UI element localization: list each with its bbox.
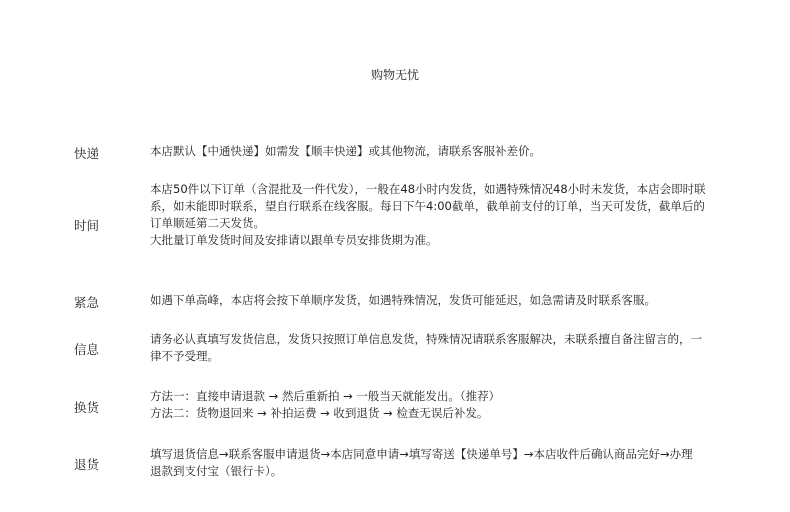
section-label-urgent: 紧急 <box>74 295 100 310</box>
section-line: 大批量订单发货时间及安排请以跟单专员安排货期为准。 <box>150 233 438 247</box>
section-label-return: 退货 <box>74 457 100 472</box>
section-line: 请务必认真填写发货信息，发货只按照订单信息发货，特殊情况请联系客服解决，未联系擅自备注留言的，一 <box>150 332 702 346</box>
section-body-urgent <box>150 292 750 309</box>
section-label-info: 信息 <box>74 342 100 357</box>
section-line: 填写退货信息→联系客服申请退货→本店同意申请→填写寄送【快递单号】→本店收件后确认商品完好→办理 <box>150 447 693 461</box>
section-body-return <box>150 446 750 480</box>
section-line: 方法二：货物退回来 → 补拍运费 → 收到退货 → 检查无误后补发。 <box>150 406 489 420</box>
section-body-info <box>150 331 750 365</box>
page-title: 购物无忧 <box>370 68 419 82</box>
section-line: 系，如未能即时联系，望自行联系在线客服。每日下午4:00截单，截单前支付的订单，当天可发货，截单后的 <box>150 199 705 213</box>
section-line: 退款到支付宝（银行卡）。 <box>150 464 283 478</box>
section-line: 本店默认【中通快递】如需发【顺丰快递】或其他物流，请联系客服补差价。 <box>150 144 541 158</box>
section-body-time <box>150 181 750 249</box>
section-line: 方法一：直接申请退款 → 然后重新拍 → 一般当天就能发出。（推荐） <box>150 389 501 403</box>
section-line: 如遇下单高峰，本店将会按下单顺序发货，如遇特殊情况，发货可能延迟，如急需请及时联系客服。 <box>150 293 656 307</box>
section-line: 本店50件以下订单（含混批及一件代发），一般在48小时内发货，如遇特殊情况48小时未发货，本店会即时联 <box>150 182 706 196</box>
section-line: 律不予受理。 <box>150 349 219 363</box>
section-line: 订单顺延第二天发货。 <box>150 216 265 230</box>
section-label-exchange: 换货 <box>74 400 100 415</box>
section-label-time: 时间 <box>74 218 100 233</box>
section-label-express: 快递 <box>74 146 100 161</box>
section-body-express <box>150 143 750 160</box>
section-body-exchange <box>150 388 750 422</box>
